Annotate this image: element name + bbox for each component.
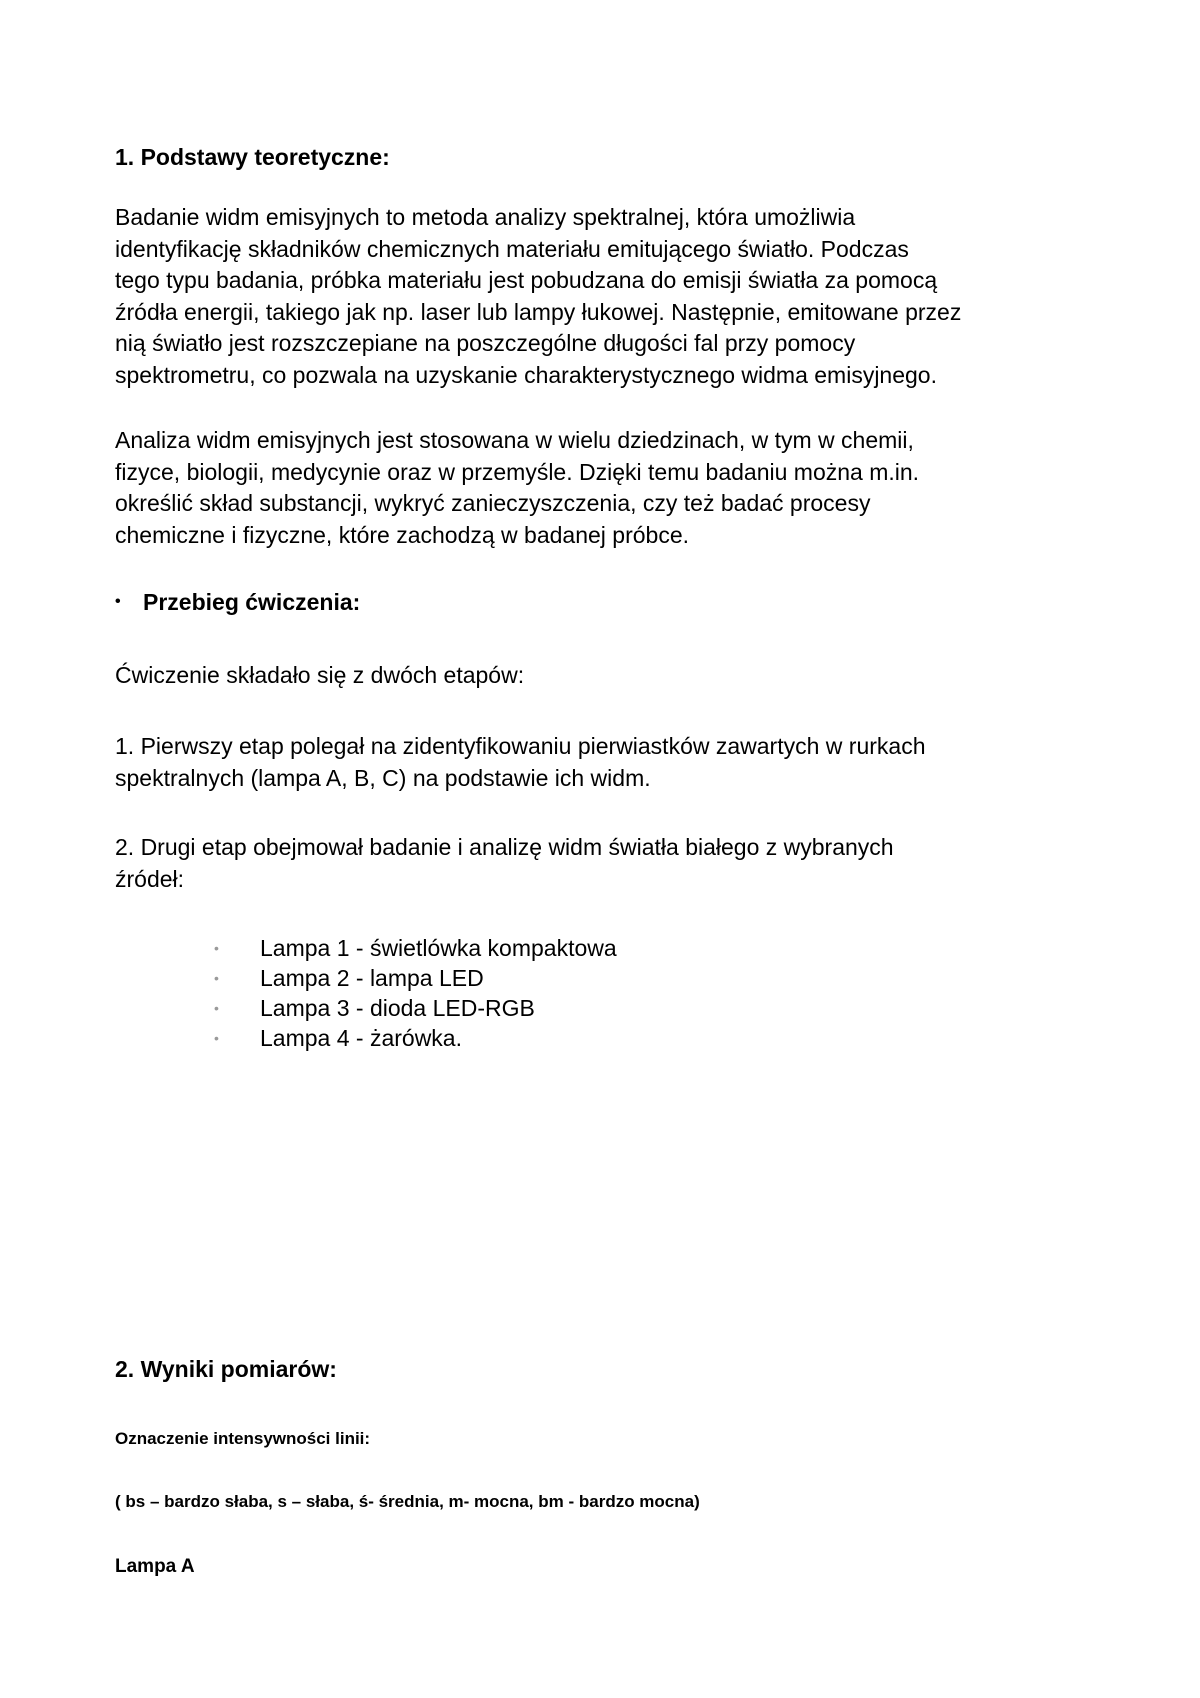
intensity-label: Oznaczenie intensywności linii:	[115, 1429, 371, 1448]
section-1-heading: 1. Podstawy teoretyczne:	[115, 144, 390, 170]
bullet-icon: •	[214, 1030, 219, 1046]
lamp-list	[210, 933, 617, 1053]
procedure-intro: Ćwiczenie składało się z dwóch etapów:	[115, 662, 525, 688]
intensity-legend: ( bs – bardzo słaba, s – słaba, ś- średnia, m- mocna, bm - bardzo mocna)	[115, 1492, 700, 1511]
bullet-icon: •	[214, 940, 219, 956]
list-item: • Lampa 1 - świetlówka kompaktowa	[214, 935, 617, 961]
section-2-heading: 2. Wyniki pomiarów:	[115, 1356, 337, 1382]
theory-paragraph-1: Badanie widm emisyjnych to metoda analizy spektralnej, która umożliwia identyfikację składników chemicznych materiału emitującego światło. Podczas tego typu badania, próbka materiału jest pobudzana do emisji światła za pomocą źródła energii, takiego jak np. laser lub lampy łukowej. Następnie, emitowane przez nią światło jest rozszczepiane na poszczególne długości fal przy pomocy spektrometru, co pozwala na uzyskanie charakterystycznego widma emisyjnego.	[115, 204, 962, 388]
lamp-a-label: Lampa A	[115, 1556, 195, 1577]
procedure-step-1: 1. Pierwszy etap polegał na zidentyfikowaniu pierwiastków zawartych w rurkach spektralnych (lampa A, B, C) na podstawie ich widm.	[115, 733, 926, 791]
procedure-heading-text: Przebieg ćwiczenia:	[143, 589, 361, 615]
procedure-heading	[115, 587, 360, 617]
bullet-icon: •	[214, 1000, 219, 1016]
bullet-icon: •	[214, 970, 219, 986]
procedure-step-2: 2. Drugi etap obejmował badanie i analizę widm światła białego z wybranych źródeł:	[115, 834, 894, 892]
list-item: • Lampa 4 - żarówka.	[214, 1025, 462, 1051]
bullet-icon: •	[115, 593, 121, 610]
theory-paragraph-2: Analiza widm emisyjnych jest stosowana w wielu dziedzinach, w tym w chemii, fizyce, biologii, medycynie oraz w przemyśle. Dzięki temu badaniu można m.in. określić skład substancji, wykryć zanieczyszczenia, czy też badać procesy chemiczne i fizyczne, które zachodzą w badanej próbce.	[115, 427, 920, 548]
list-item: • Lampa 3 - dioda LED-RGB	[214, 995, 535, 1021]
list-item: • Lampa 2 - lampa LED	[214, 965, 484, 991]
